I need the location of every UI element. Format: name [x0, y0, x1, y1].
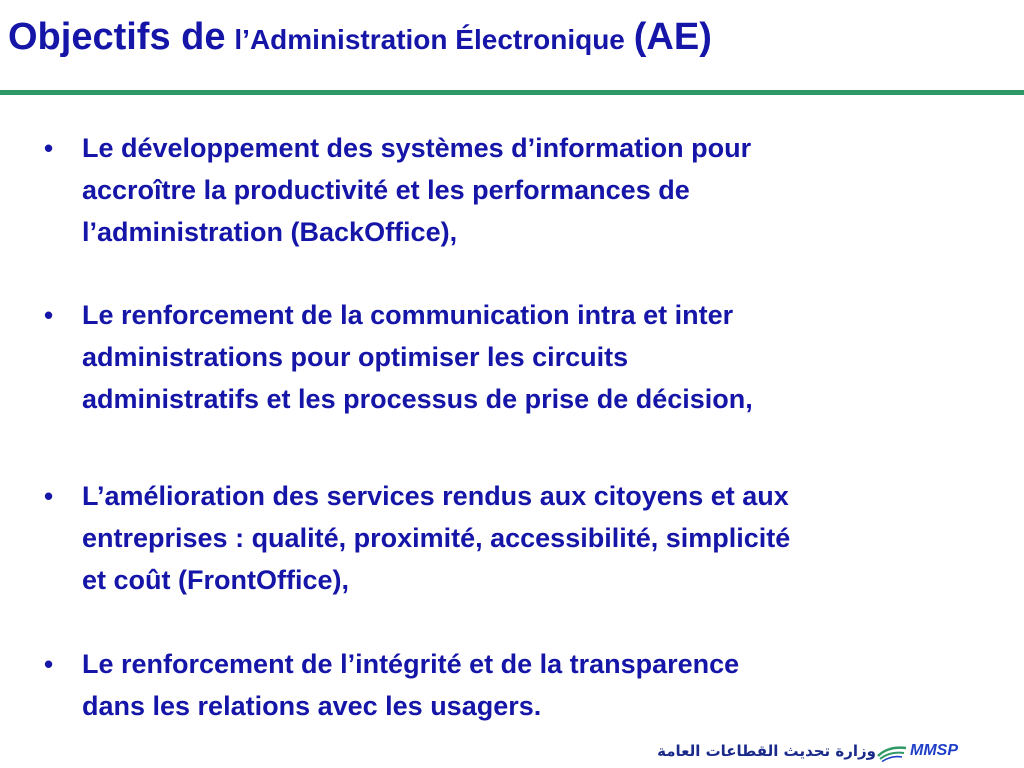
bullet-line: administratifs et les processus de prise de décision, — [82, 384, 753, 414]
bullet-line: l’administration (BackOffice), — [82, 217, 458, 247]
bullet-marker: • — [44, 133, 54, 163]
swoosh-icon — [876, 742, 908, 762]
bullet-marker: • — [44, 300, 54, 330]
logo-arabic-text: وزارة تحديث القطاعات العامة — [657, 742, 876, 760]
bullet-text — [82, 475, 1002, 601]
bullet-marker: • — [44, 649, 54, 679]
bullet-text — [82, 643, 1002, 727]
bullet-marker: • — [44, 481, 54, 511]
logo-abbreviation: MMSP — [910, 742, 958, 759]
bullet-line: L’amélioration des services rendus aux citoyens et aux — [82, 481, 789, 511]
title-divider — [0, 90, 1024, 95]
bullet-line: entreprises : qualité, proximité, accessibilité, simplicité — [82, 523, 791, 553]
title-part-3: (AE) — [633, 16, 712, 58]
bullet-text — [82, 127, 1002, 253]
bullet-text — [82, 294, 1002, 420]
bullet-line: Le renforcement de l’intégrité et de la transparence — [82, 649, 740, 679]
slide-title — [8, 18, 712, 56]
bullet-line: administrations pour optimiser les circuits — [82, 342, 629, 372]
bullet-line: dans les relations avec les usagers. — [82, 691, 542, 721]
bullet-line: accroître la productivité et les performances de — [82, 175, 690, 205]
bullet-line: et coût (FrontOffice), — [82, 565, 349, 595]
title-part-1: Objectifs de — [8, 16, 226, 58]
title-part-2: l’Administration Électronique — [234, 24, 625, 55]
ministry-logo — [657, 740, 980, 764]
bullet-line: Le renforcement de la communication intra et inter — [82, 300, 734, 330]
bullet-line: Le développement des systèmes d’information pour — [82, 133, 752, 163]
